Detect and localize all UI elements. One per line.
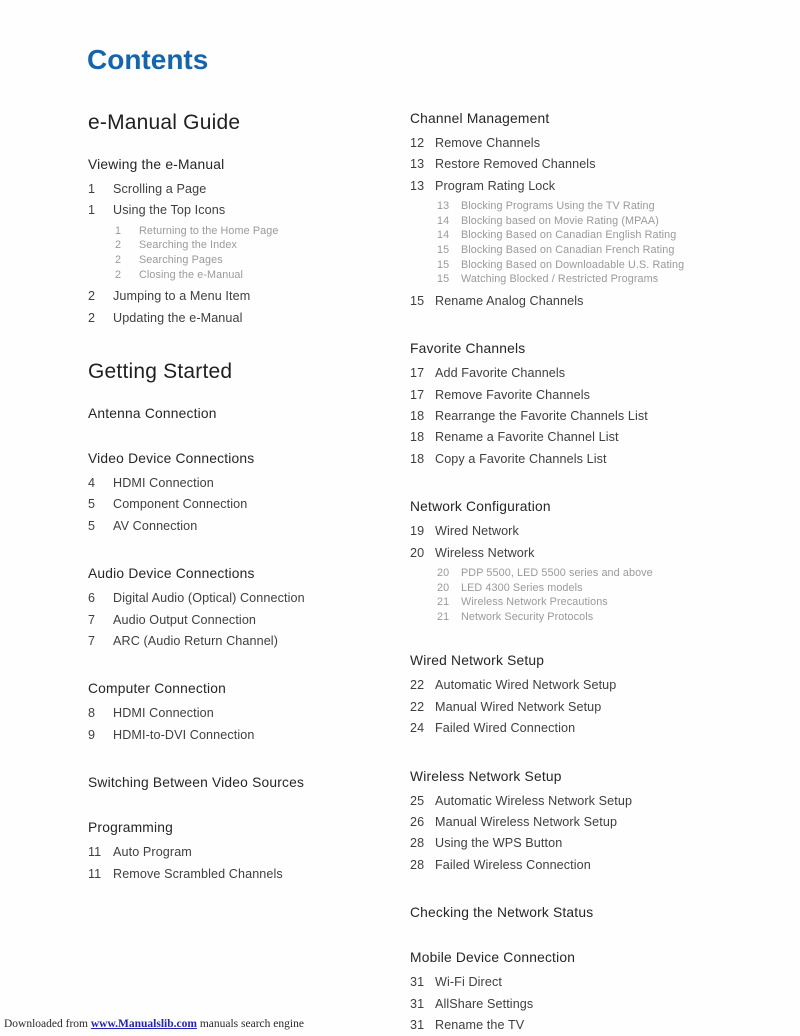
item-label: Add Favorite Channels: [435, 366, 566, 381]
toc-item: [88, 610, 410, 631]
group-title: Channel Management: [410, 111, 550, 126]
item-label: ARC (Audio Return Channel): [113, 634, 278, 649]
toc-group: [410, 949, 770, 1036]
subitem-label: Searching the Index: [139, 239, 237, 252]
toc-group: [410, 904, 770, 921]
page-number: 19: [410, 524, 425, 539]
item-label: Jumping to a Menu Item: [113, 289, 251, 304]
toc-item: [88, 588, 410, 609]
subitem-label: Blocking Based on Downloadable U.S. Rating: [461, 258, 685, 271]
toc-subitem: [410, 566, 770, 581]
page-number: 18: [410, 451, 425, 466]
toc-item: [410, 449, 770, 470]
page-number: 13: [437, 200, 450, 213]
toc-sublist: [410, 566, 770, 624]
page-number: 18: [410, 409, 425, 423]
page-number: 11: [88, 866, 102, 881]
toc-item: [410, 521, 770, 542]
subitem-label: Returning to the Home Page: [139, 224, 279, 237]
page-number: 22: [410, 699, 425, 714]
toc-subitem: [88, 268, 410, 283]
toc-group: [88, 774, 410, 791]
toc-item: [410, 427, 770, 448]
toc-subitem: [410, 272, 770, 287]
toc-item: [88, 725, 410, 746]
item-label: Rename a Favorite Channel List: [435, 430, 619, 445]
item-label: Component Connection: [113, 497, 248, 512]
page-number: 20: [410, 545, 425, 560]
page-number: 7: [88, 634, 96, 649]
page-number: 15: [437, 244, 450, 256]
page-number: 11: [88, 845, 102, 860]
page-number: 14: [437, 229, 450, 242]
footer-suffix: manuals search engine: [196, 1018, 304, 1030]
subitem-label: Closing the e-Manual: [139, 268, 244, 281]
toc-item: [88, 631, 410, 652]
group-title: Computer Connection: [88, 681, 227, 697]
toc-item: [410, 1015, 770, 1036]
item-label: Failed Wired Connection: [435, 721, 576, 736]
toc-item: [88, 494, 410, 515]
page-number: 4: [88, 476, 96, 490]
toc-sublist: [410, 199, 770, 287]
page-number: 1: [115, 224, 122, 237]
toc-item: [410, 291, 770, 312]
page-number: 17: [410, 366, 425, 381]
group-title: Video Device Connections: [88, 451, 255, 466]
item-label: Auto Program: [113, 845, 192, 860]
item-label: Scrolling a Page: [113, 182, 207, 196]
item-label: Using the Top Icons: [113, 203, 226, 218]
item-label: Automatic Wireless Network Setup: [435, 793, 633, 808]
toc-item: [410, 833, 770, 854]
toc-subitem: [410, 581, 770, 596]
chapter-title: Getting Started: [88, 360, 233, 383]
item-label: Rename the TV: [435, 1018, 525, 1033]
toc-subitem: [410, 228, 770, 243]
group-title: Antenna Connection: [88, 406, 217, 421]
toc-item: [88, 703, 410, 724]
toc-item: [88, 308, 410, 329]
toc-group: [88, 450, 410, 537]
subitem-label: Blocking based on Movie Rating (MPAA): [461, 214, 659, 227]
toc-item: [410, 385, 770, 406]
toc-item: [88, 200, 410, 221]
subitem-label: LED 4300 Series models: [461, 581, 583, 594]
page-number: 22: [410, 678, 425, 693]
page-number: 14: [437, 214, 450, 227]
group-title: Network Configuration: [410, 499, 551, 515]
page-number: 28: [410, 857, 425, 872]
item-label: Remove Scrambled Channels: [113, 866, 283, 881]
toc-item: [410, 697, 770, 718]
subitem-label: Network Security Protocols: [461, 610, 594, 623]
page-number: 6: [88, 591, 96, 606]
page-number: 5: [88, 518, 96, 533]
toc-item: [410, 176, 770, 197]
subitem-label: Searching Pages: [139, 254, 223, 266]
toc-item: [88, 179, 410, 200]
toc-item: [410, 972, 770, 993]
page-number: 15: [437, 258, 450, 271]
toc-item: [410, 994, 770, 1015]
page-number: 31: [410, 975, 425, 990]
group-title: Wireless Network Setup: [410, 768, 562, 784]
group-title: Wired Network Setup: [410, 653, 545, 669]
page-number: 31: [410, 996, 425, 1011]
item-label: Digital Audio (Optical) Connection: [113, 591, 305, 606]
group-title: Checking the Network Status: [410, 905, 594, 921]
watermark-footer: [4, 1018, 304, 1030]
page-number: 8: [88, 706, 96, 721]
page-number: 31: [410, 1018, 425, 1033]
toc-group: [88, 819, 410, 885]
toc-item: [410, 363, 770, 384]
page-number: 13: [410, 157, 425, 172]
page-number: 1: [88, 203, 96, 218]
toc-group: [88, 405, 410, 422]
subitem-label: Blocking Programs Using the TV Rating: [461, 200, 655, 213]
subitem-label: Blocking Based on Canadian English Rating: [461, 229, 677, 242]
toc-item: [410, 406, 770, 427]
toc-sublist: [88, 224, 410, 282]
toc-subitem: [88, 238, 410, 253]
page-number: 1: [88, 182, 96, 196]
toc-group: [88, 565, 410, 652]
manualslib-link[interactable]: www.Manualslib.com: [90, 1018, 197, 1030]
item-label: Remove Channels: [435, 136, 541, 150]
page-title: Contents: [87, 44, 209, 75]
item-label: HDMI-to-DVI Connection: [113, 727, 255, 742]
page-number: 26: [410, 815, 425, 830]
group-title: Switching Between Video Sources: [88, 775, 305, 791]
toc-item: [88, 286, 410, 307]
item-label: Audio Output Connection: [113, 612, 257, 627]
page-number: 5: [88, 497, 96, 512]
page-number: 9: [88, 727, 96, 742]
group-title: Programming: [88, 820, 174, 836]
page-number: 25: [410, 793, 425, 808]
toc-subitem: [88, 224, 410, 239]
subitem-label: Blocking Based on Canadian French Rating: [461, 244, 675, 256]
toc-item: [410, 543, 770, 564]
item-label: Program Rating Lock: [435, 178, 556, 193]
item-label: Rearrange the Favorite Channels List: [435, 409, 648, 423]
item-label: AllShare Settings: [435, 996, 534, 1011]
subitem-label: Watching Blocked / Restricted Programs: [461, 273, 659, 286]
footer-prefix: Downloaded from: [4, 1018, 91, 1030]
item-label: AV Connection: [113, 518, 198, 533]
toc-column-right: [410, 110, 770, 1036]
page-number: 17: [410, 387, 425, 402]
item-label: Failed Wireless Connection: [435, 857, 591, 872]
item-label: Manual Wireless Network Setup: [435, 815, 618, 830]
page-number: 28: [410, 836, 425, 851]
toc-subitem: [410, 610, 770, 625]
group-title: Mobile Device Connection: [410, 950, 576, 966]
toc-item: [410, 718, 770, 739]
toc-item: [410, 133, 770, 154]
item-label: Remove Favorite Channels: [435, 387, 590, 402]
item-label: Copy a Favorite Channels List: [435, 451, 607, 466]
toc-item: [410, 791, 770, 812]
page-number: 18: [410, 430, 425, 445]
item-label: HDMI Connection: [113, 706, 214, 721]
item-label: Wired Network: [435, 524, 519, 539]
page-number: 15: [437, 273, 450, 286]
item-label: Wireless Network: [435, 545, 535, 560]
toc-item: [410, 812, 770, 833]
item-label: Using the WPS Button: [435, 836, 563, 851]
group-title: Viewing the e-Manual: [88, 157, 225, 172]
subitem-label: Wireless Network Precautions: [461, 596, 608, 609]
toc-item: [88, 473, 410, 494]
page-number: 2: [115, 254, 122, 266]
toc-item: [410, 675, 770, 696]
toc-subitem: [410, 243, 770, 258]
toc-group: [88, 680, 410, 746]
item-label: Manual Wired Network Setup: [435, 699, 602, 714]
item-label: Updating the e-Manual: [113, 310, 243, 325]
item-label: Rename Analog Channels: [435, 293, 584, 308]
page-number: 13: [410, 178, 425, 193]
page-number: 2: [88, 310, 96, 325]
toc-subitem: [410, 595, 770, 610]
page-number: 21: [437, 610, 450, 623]
page-number: 2: [115, 239, 122, 252]
group-title: Audio Device Connections: [88, 566, 255, 582]
toc-group: [410, 110, 770, 312]
toc-group: [410, 768, 770, 877]
toc-item: [410, 855, 770, 876]
toc-group: [410, 498, 770, 624]
toc-subitem: [410, 214, 770, 229]
page-number: 15: [410, 293, 425, 308]
subitem-label: PDP 5500, LED 5500 series and above: [461, 567, 653, 580]
group-title: Favorite Channels: [410, 341, 526, 357]
toc-subitem: [88, 253, 410, 268]
toc-column-left: [88, 110, 410, 1036]
toc-item: [88, 516, 410, 537]
toc-subitem: [410, 258, 770, 273]
page-number: 24: [410, 721, 425, 736]
page-number: 2: [88, 289, 96, 304]
item-label: HDMI Connection: [113, 476, 214, 490]
toc-item: [410, 154, 770, 175]
chapter-title: e-Manual Guide: [88, 111, 241, 134]
page-number: 7: [88, 612, 96, 627]
item-label: Wi-Fi Direct: [435, 975, 502, 990]
toc-columns: [88, 110, 770, 1036]
page-number: 20: [437, 581, 450, 594]
page-number: 20: [437, 567, 450, 580]
toc-item: [88, 864, 410, 885]
page-number: 12: [410, 136, 425, 150]
toc-subitem: [410, 199, 770, 214]
item-label: Automatic Wired Network Setup: [435, 678, 617, 693]
toc-group: [88, 156, 410, 329]
toc-item: [88, 842, 410, 863]
toc-group: [410, 652, 770, 739]
page-number: 21: [437, 596, 450, 609]
page-number: 2: [115, 268, 122, 281]
toc-group: [410, 340, 770, 470]
item-label: Restore Removed Channels: [435, 157, 596, 172]
